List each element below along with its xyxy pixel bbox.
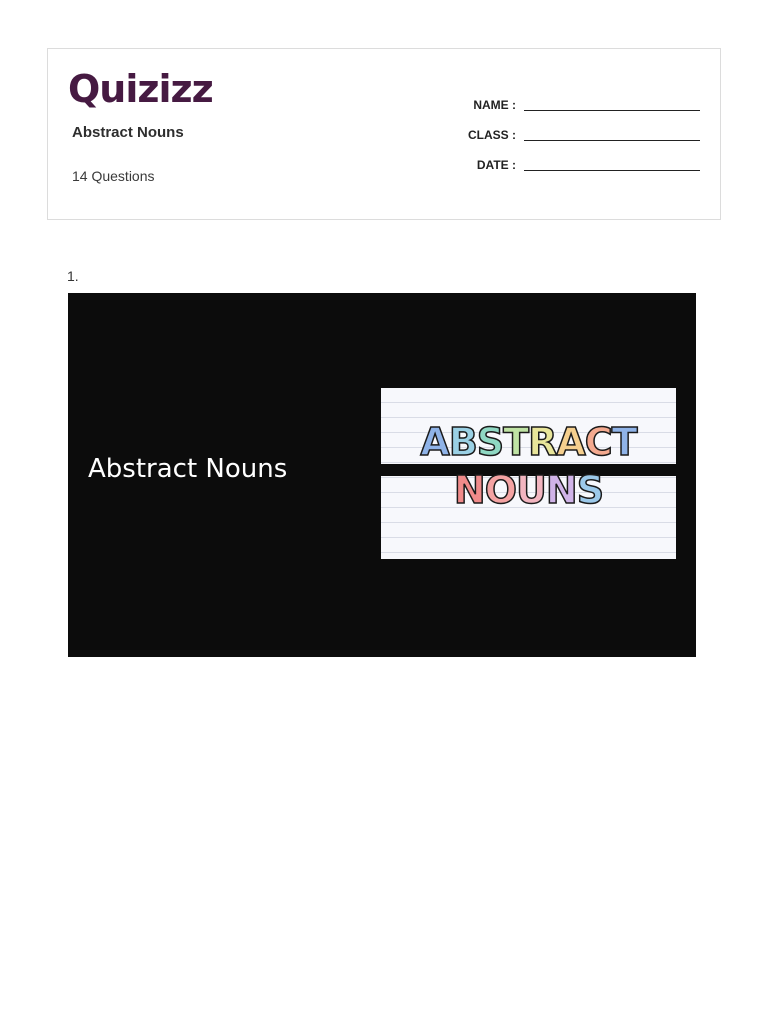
image-word-nouns [381,468,676,512]
abstract-letter: T [503,420,529,464]
abstract-letter: T [611,420,637,464]
name-label: NAME : [473,98,516,112]
abstract-nouns-image [381,388,676,559]
worksheet-header [47,48,721,220]
date-line[interactable] [524,169,700,171]
name-field[interactable] [460,82,700,112]
slide-title: Abstract Nouns [88,454,288,484]
class-label: CLASS : [468,128,516,142]
abstract-letter: B [448,420,477,464]
abstract-letter: A [420,420,449,464]
student-info-fields [460,82,700,172]
nouns-letter: N [453,468,485,512]
abstract-letter: S [476,420,504,464]
class-field[interactable] [460,112,700,142]
nouns-letter: O [484,468,517,512]
class-line[interactable] [524,139,700,141]
name-line[interactable] [524,109,700,111]
question-number: 1. [67,268,79,284]
abstract-letter: R [528,420,557,464]
nouns-letter: N [545,468,577,512]
nouns-letter: S [576,468,604,512]
question-count: 14 Questions [72,168,155,184]
nouns-letter: U [516,468,546,512]
quizizz-logo: Quizizz [68,67,213,111]
abstract-letter: A [556,420,585,464]
question-slide [68,293,696,657]
abstract-letter: C [584,420,612,464]
image-word-abstract [381,420,676,464]
date-label: DATE : [476,158,516,172]
quiz-title: Abstract Nouns [72,124,184,141]
date-field[interactable] [460,142,700,172]
